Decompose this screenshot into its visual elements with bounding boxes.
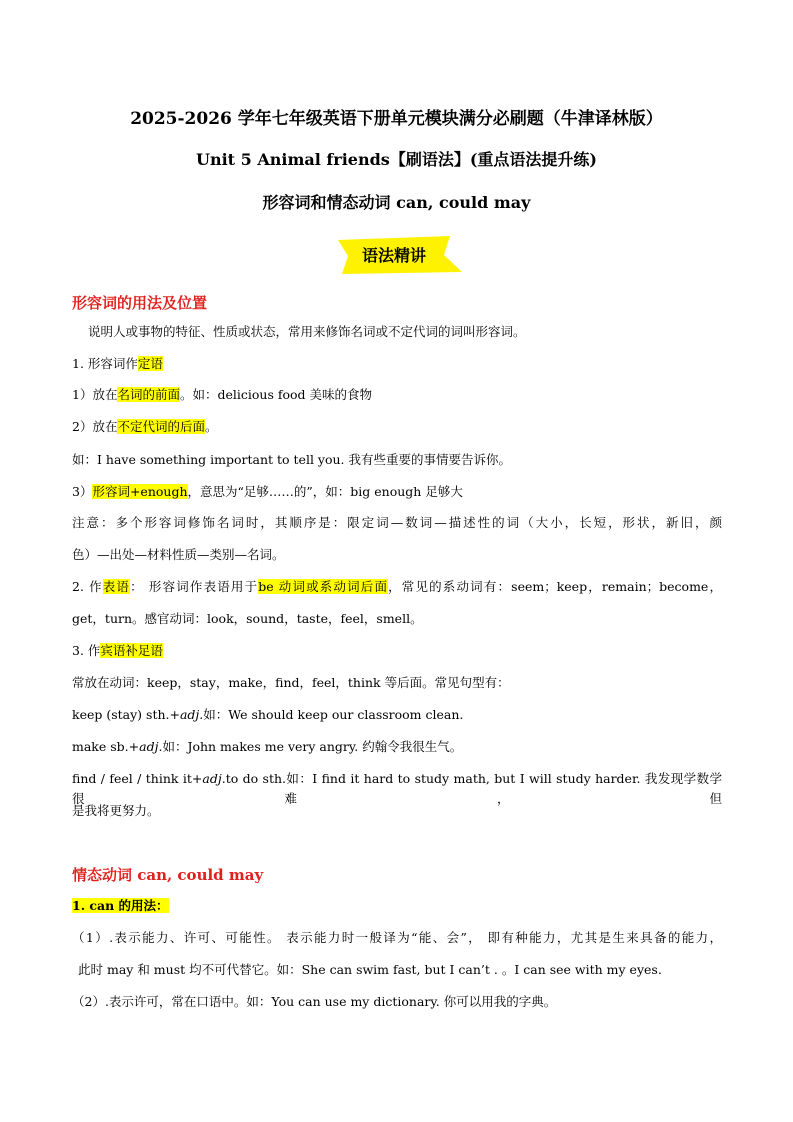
text: 1. 形容词作: [72, 356, 138, 371]
usage-1b: [72, 417, 217, 437]
usage-2-predicative: [72, 577, 722, 597]
highlight: 名词的前面: [117, 387, 180, 402]
text: 2. 作: [72, 579, 103, 594]
grammar-badge: [338, 236, 462, 274]
highlight: 表语: [102, 579, 131, 594]
highlight: 定语: [137, 356, 163, 371]
text: to do sth.如：I find it hard to study math, but I will study harder. 我发现学数学很难，但: [72, 771, 722, 806]
italic-text: adj.: [202, 771, 226, 786]
usage-1-attributive: [72, 354, 163, 374]
highlight: 形容词+enough: [92, 484, 188, 499]
highlight: 宾语补足语: [100, 643, 163, 658]
text: 3）: [72, 484, 93, 499]
text: 2）放在: [72, 419, 118, 434]
usage-3-complement: [72, 641, 163, 661]
italic-text: adj.: [139, 739, 163, 754]
badge-label: 语法精讲: [361, 246, 426, 265]
can-usage-heading: [72, 896, 169, 916]
highlight: 不定代词的后面: [117, 419, 205, 434]
note-line-1: 注意：多个形容词修饰名词时，其顺序是：限定词—数词—描述性的词（大小，长短，形状，新旧，颜: [72, 515, 722, 530]
usage-3-desc: 常放在动词：keep，stay，make，find，feel，think 等后面。常见句型有：: [72, 675, 510, 690]
highlight: 1. can 的用法：: [72, 898, 169, 913]
text: 3. 作: [72, 643, 101, 658]
pattern-keep: [72, 705, 463, 725]
can-usage-2: （2）.表示许可，常在口语中。如：You can use my dictionary. 你可以用我的字典。: [72, 994, 557, 1009]
usage-1a: [72, 385, 372, 405]
text: 1）放在: [72, 387, 118, 402]
text: 。: [204, 419, 218, 434]
usage-1c: [72, 482, 463, 502]
pattern-find-line-2: 是我将更努力。: [72, 803, 160, 818]
topic-title: 形容词和情态动词 can, could may: [262, 193, 531, 212]
document-title: 2025-2026 学年七年级英语下册单元模块满分必刷题（牛津译林版）: [130, 109, 663, 129]
example-1: 如：I have something important to tell you. 我有些重要的事情要告诉你。: [72, 452, 512, 467]
section-heading-adjectives: 形容词的用法及位置: [72, 294, 208, 312]
text: 如：We should keep our classroom clean.: [203, 707, 464, 722]
usage-2-line-2: get，turn。感官动词：look，sound，taste，feel，smell。: [72, 611, 423, 626]
text: make sb.+: [72, 739, 140, 754]
adjective-intro: 说明人或事物的特征、性质或状态，常用来修饰名词或不定代词的词叫形容词。: [88, 324, 526, 339]
can-usage-1-line-2: 此时 may 和 must 均不可代替它。如：She can swim fast, but I can’t . 。I can see with my eyes.: [78, 962, 662, 977]
italic-text: adj.: [179, 707, 204, 722]
text: ： 形容词作表语用于: [130, 579, 259, 594]
highlight: be 动词或系动词后面: [258, 579, 389, 594]
text: find / feel / think it+: [72, 771, 203, 786]
text: keep (stay) sth.+: [72, 707, 180, 722]
pattern-make: [72, 737, 462, 757]
text: 如：John makes me very angry. 约翰令我很生气。: [162, 739, 463, 754]
text: 。如：delicious food 美味的食物: [179, 387, 372, 402]
unit-subtitle: Unit 5 Animal friends【刷语法】(重点语法提升练): [196, 150, 597, 169]
pattern-find: [72, 769, 722, 809]
text: ，常见的系动词有：seem；keep，remain；become，: [388, 579, 722, 594]
text: ，意思为“足够……的”，如：big enough 足够大: [187, 484, 463, 499]
note-line-2: 色）—出处—材料性质—类别—名词。: [72, 547, 285, 562]
section-heading-modals: 情态动词 can, could may: [72, 866, 264, 884]
can-usage-1-line-1: （1）.表示能力、许可、可能性。 表示能力时一般译为“能、会”， 即有种能力，尤其是生来具备的能力，: [72, 930, 722, 945]
